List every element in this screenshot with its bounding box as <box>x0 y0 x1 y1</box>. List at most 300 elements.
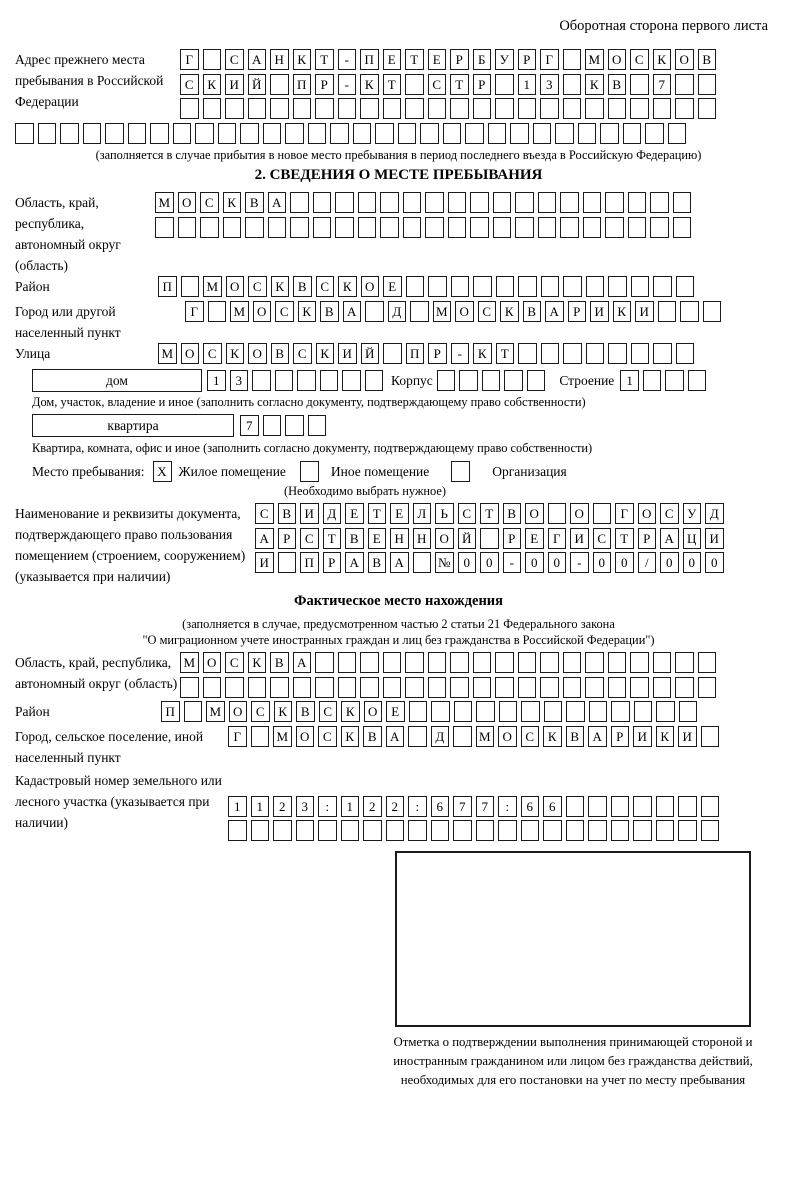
char-cell[interactable]: Р <box>611 726 630 747</box>
char-cell[interactable]: 7 <box>476 796 495 817</box>
char-cell[interactable] <box>541 343 560 364</box>
char-cell[interactable] <box>313 192 332 213</box>
char-cell[interactable]: - <box>570 552 589 573</box>
char-cell[interactable]: - <box>451 343 470 364</box>
char-cell[interactable] <box>510 123 529 144</box>
char-cell[interactable] <box>450 677 469 698</box>
char-cell[interactable] <box>270 74 289 95</box>
char-cell[interactable] <box>538 217 557 238</box>
char-cell[interactable]: В <box>245 192 264 213</box>
char-cell[interactable] <box>566 701 585 722</box>
char-cell[interactable]: О <box>229 701 248 722</box>
char-cell[interactable] <box>495 677 514 698</box>
char-cell[interactable] <box>375 123 394 144</box>
char-cell[interactable] <box>180 677 199 698</box>
char-cell[interactable] <box>540 98 559 119</box>
char-cell[interactable]: С <box>316 276 335 297</box>
char-cell[interactable] <box>608 98 627 119</box>
char-cell[interactable]: Й <box>248 74 267 95</box>
char-cell[interactable] <box>634 701 653 722</box>
char-cell[interactable] <box>540 677 559 698</box>
char-cell[interactable] <box>656 796 675 817</box>
char-cell[interactable]: О <box>608 49 627 70</box>
char-cell[interactable]: О <box>675 49 694 70</box>
char-cell[interactable]: Д <box>323 503 342 524</box>
char-cell[interactable] <box>611 820 630 841</box>
char-cell[interactable] <box>358 192 377 213</box>
char-cell[interactable]: К <box>500 301 519 322</box>
char-cell[interactable]: А <box>345 552 364 573</box>
char-cell[interactable] <box>482 370 501 391</box>
char-cell[interactable]: 3 <box>230 370 249 391</box>
char-cell[interactable] <box>676 343 695 364</box>
char-cell[interactable] <box>431 820 450 841</box>
char-cell[interactable]: № <box>435 552 454 573</box>
char-cell[interactable] <box>631 276 650 297</box>
char-cell[interactable] <box>431 701 450 722</box>
char-cell[interactable]: 0 <box>480 552 499 573</box>
char-cell[interactable] <box>499 701 518 722</box>
char-cell[interactable] <box>453 820 472 841</box>
char-cell[interactable] <box>608 677 627 698</box>
char-cell[interactable]: К <box>223 192 242 213</box>
char-cell[interactable]: В <box>296 701 315 722</box>
char-cell[interactable] <box>225 677 244 698</box>
char-cell[interactable]: Р <box>323 552 342 573</box>
char-cell[interactable] <box>498 820 517 841</box>
char-cell[interactable]: К <box>226 343 245 364</box>
char-cell[interactable]: И <box>300 503 319 524</box>
char-cell[interactable]: К <box>338 276 357 297</box>
char-cell[interactable] <box>578 123 597 144</box>
char-cell[interactable] <box>515 217 534 238</box>
char-cell[interactable]: С <box>225 49 244 70</box>
char-cell[interactable] <box>608 343 627 364</box>
char-cell[interactable] <box>453 726 472 747</box>
char-cell[interactable]: О <box>178 192 197 213</box>
char-cell[interactable]: Д <box>431 726 450 747</box>
char-cell[interactable] <box>150 123 169 144</box>
char-cell[interactable]: К <box>203 74 222 95</box>
char-cell[interactable] <box>566 820 585 841</box>
char-cell[interactable]: А <box>255 528 274 549</box>
char-cell[interactable]: И <box>678 726 697 747</box>
char-cell[interactable] <box>645 123 664 144</box>
char-cell[interactable]: 0 <box>458 552 477 573</box>
char-cell[interactable] <box>105 123 124 144</box>
char-cell[interactable] <box>341 820 360 841</box>
char-cell[interactable] <box>633 820 652 841</box>
char-cell[interactable] <box>593 503 612 524</box>
char-cell[interactable] <box>365 370 384 391</box>
char-cell[interactable]: О <box>435 528 454 549</box>
char-cell[interactable] <box>563 49 582 70</box>
char-cell[interactable] <box>428 652 447 673</box>
char-cell[interactable] <box>560 217 579 238</box>
char-cell[interactable] <box>698 74 717 95</box>
char-cell[interactable]: К <box>248 652 267 673</box>
char-cell[interactable] <box>630 98 649 119</box>
char-cell[interactable]: С <box>248 276 267 297</box>
char-cell[interactable] <box>630 652 649 673</box>
char-cell[interactable]: Й <box>458 528 477 549</box>
char-cell[interactable] <box>360 677 379 698</box>
char-cell[interactable] <box>633 796 652 817</box>
char-cell[interactable]: Д <box>705 503 724 524</box>
char-cell[interactable]: : <box>498 796 517 817</box>
char-cell[interactable]: К <box>271 276 290 297</box>
char-cell[interactable] <box>673 192 692 213</box>
char-cell[interactable]: 2 <box>363 796 382 817</box>
char-cell[interactable] <box>473 276 492 297</box>
char-cell[interactable]: М <box>273 726 292 747</box>
char-cell[interactable]: Ь <box>435 503 454 524</box>
char-cell[interactable]: Е <box>345 503 364 524</box>
char-cell[interactable]: О <box>253 301 272 322</box>
char-cell[interactable] <box>588 820 607 841</box>
char-cell[interactable] <box>386 820 405 841</box>
char-cell[interactable] <box>383 343 402 364</box>
char-cell[interactable]: 2 <box>273 796 292 817</box>
char-cell[interactable]: 0 <box>705 552 724 573</box>
char-cell[interactable]: И <box>590 301 609 322</box>
char-cell[interactable] <box>296 820 315 841</box>
char-cell[interactable]: В <box>320 301 339 322</box>
char-cell[interactable]: О <box>570 503 589 524</box>
char-cell[interactable]: С <box>200 192 219 213</box>
char-cell[interactable]: О <box>361 276 380 297</box>
char-cell[interactable] <box>631 343 650 364</box>
char-cell[interactable] <box>248 677 267 698</box>
char-cell[interactable]: П <box>300 552 319 573</box>
char-cell[interactable]: В <box>698 49 717 70</box>
char-cell[interactable] <box>263 123 282 144</box>
char-cell[interactable]: К <box>341 701 360 722</box>
char-cell[interactable]: Р <box>278 528 297 549</box>
char-cell[interactable] <box>273 820 292 841</box>
char-cell[interactable] <box>533 123 552 144</box>
char-cell[interactable] <box>493 192 512 213</box>
char-cell[interactable]: Р <box>503 528 522 549</box>
char-cell[interactable] <box>383 677 402 698</box>
char-cell[interactable]: В <box>363 726 382 747</box>
char-cell[interactable]: К <box>298 301 317 322</box>
char-cell[interactable] <box>308 123 327 144</box>
char-cell[interactable]: Т <box>480 503 499 524</box>
char-cell[interactable] <box>628 217 647 238</box>
char-cell[interactable] <box>608 652 627 673</box>
char-cell[interactable]: В <box>523 301 542 322</box>
char-cell[interactable] <box>203 677 222 698</box>
char-cell[interactable] <box>263 415 282 436</box>
char-cell[interactable] <box>585 677 604 698</box>
char-cell[interactable] <box>248 98 267 119</box>
char-cell[interactable]: О <box>181 343 200 364</box>
char-cell[interactable] <box>563 276 582 297</box>
char-cell[interactable]: 1 <box>207 370 226 391</box>
char-cell[interactable] <box>83 123 102 144</box>
char-cell[interactable]: С <box>478 301 497 322</box>
char-cell[interactable]: О <box>638 503 657 524</box>
char-cell[interactable]: Р <box>315 74 334 95</box>
char-cell[interactable]: Н <box>390 528 409 549</box>
char-cell[interactable]: О <box>248 343 267 364</box>
char-cell[interactable] <box>675 98 694 119</box>
char-cell[interactable] <box>405 98 424 119</box>
char-cell[interactable]: Т <box>323 528 342 549</box>
char-cell[interactable] <box>184 701 203 722</box>
char-cell[interactable] <box>653 343 672 364</box>
char-cell[interactable]: К <box>613 301 632 322</box>
char-cell[interactable] <box>623 123 642 144</box>
char-cell[interactable]: А <box>390 552 409 573</box>
char-cell[interactable] <box>338 677 357 698</box>
char-cell[interactable] <box>698 652 717 673</box>
char-cell[interactable] <box>658 301 677 322</box>
char-cell[interactable]: П <box>360 49 379 70</box>
char-cell[interactable] <box>360 652 379 673</box>
char-cell[interactable] <box>521 701 540 722</box>
char-cell[interactable]: Б <box>473 49 492 70</box>
char-cell[interactable]: В <box>271 343 290 364</box>
char-cell[interactable]: А <box>588 726 607 747</box>
char-cell[interactable] <box>405 652 424 673</box>
char-cell[interactable] <box>611 796 630 817</box>
char-cell[interactable]: Р <box>518 49 537 70</box>
char-cell[interactable]: Д <box>388 301 407 322</box>
char-cell[interactable] <box>413 552 432 573</box>
char-cell[interactable]: И <box>570 528 589 549</box>
char-cell[interactable] <box>338 98 357 119</box>
char-cell[interactable]: В <box>345 528 364 549</box>
char-cell[interactable] <box>585 98 604 119</box>
char-cell[interactable] <box>330 123 349 144</box>
char-cell[interactable] <box>178 217 197 238</box>
char-cell[interactable]: К <box>274 701 293 722</box>
char-cell[interactable] <box>470 192 489 213</box>
char-cell[interactable]: К <box>543 726 562 747</box>
char-cell[interactable] <box>225 98 244 119</box>
char-cell[interactable]: К <box>473 343 492 364</box>
char-cell[interactable] <box>60 123 79 144</box>
char-cell[interactable] <box>425 217 444 238</box>
char-cell[interactable] <box>448 192 467 213</box>
char-cell[interactable] <box>588 796 607 817</box>
char-cell[interactable]: С <box>593 528 612 549</box>
char-cell[interactable] <box>365 301 384 322</box>
char-cell[interactable] <box>285 123 304 144</box>
char-cell[interactable]: С <box>458 503 477 524</box>
char-cell[interactable]: 1 <box>251 796 270 817</box>
char-cell[interactable]: М <box>203 276 222 297</box>
char-cell[interactable] <box>605 217 624 238</box>
char-cell[interactable] <box>315 652 334 673</box>
char-cell[interactable] <box>480 528 499 549</box>
char-cell[interactable]: Е <box>390 503 409 524</box>
char-cell[interactable] <box>308 415 327 436</box>
char-cell[interactable] <box>405 74 424 95</box>
char-cell[interactable] <box>203 98 222 119</box>
char-cell[interactable] <box>643 370 662 391</box>
char-cell[interactable]: 1 <box>228 796 247 817</box>
char-cell[interactable]: К <box>316 343 335 364</box>
char-cell[interactable]: В <box>293 276 312 297</box>
char-cell[interactable] <box>608 276 627 297</box>
char-cell[interactable]: В <box>368 552 387 573</box>
char-cell[interactable]: И <box>633 726 652 747</box>
char-cell[interactable] <box>293 677 312 698</box>
char-cell[interactable]: Т <box>368 503 387 524</box>
char-cell[interactable] <box>173 123 192 144</box>
char-cell[interactable]: С <box>225 652 244 673</box>
char-cell[interactable] <box>268 217 287 238</box>
char-cell[interactable] <box>585 652 604 673</box>
char-cell[interactable]: 6 <box>431 796 450 817</box>
char-cell[interactable] <box>698 98 717 119</box>
char-cell[interactable] <box>605 192 624 213</box>
char-cell[interactable] <box>560 192 579 213</box>
char-cell[interactable]: М <box>206 701 225 722</box>
char-cell[interactable] <box>630 74 649 95</box>
char-cell[interactable]: 7 <box>240 415 259 436</box>
char-cell[interactable]: С <box>660 503 679 524</box>
char-cell[interactable] <box>650 217 669 238</box>
char-cell[interactable] <box>218 123 237 144</box>
char-cell[interactable]: М <box>180 652 199 673</box>
char-cell[interactable] <box>563 98 582 119</box>
char-cell[interactable] <box>673 217 692 238</box>
char-cell[interactable]: И <box>255 552 274 573</box>
char-cell[interactable]: С <box>319 701 338 722</box>
char-cell[interactable]: Г <box>180 49 199 70</box>
char-cell[interactable] <box>493 217 512 238</box>
char-cell[interactable]: И <box>635 301 654 322</box>
char-cell[interactable]: Г <box>548 528 567 549</box>
char-cell[interactable] <box>180 98 199 119</box>
stay-option-other-checkbox[interactable] <box>300 461 319 482</box>
char-cell[interactable] <box>583 192 602 213</box>
char-cell[interactable]: Т <box>496 343 515 364</box>
char-cell[interactable]: Ц <box>683 528 702 549</box>
char-cell[interactable] <box>611 701 630 722</box>
char-cell[interactable] <box>473 677 492 698</box>
char-cell[interactable]: С <box>180 74 199 95</box>
char-cell[interactable]: П <box>406 343 425 364</box>
char-cell[interactable] <box>538 192 557 213</box>
char-cell[interactable]: Е <box>428 49 447 70</box>
char-cell[interactable]: - <box>503 552 522 573</box>
char-cell[interactable] <box>518 652 537 673</box>
char-cell[interactable] <box>398 123 417 144</box>
char-cell[interactable]: Р <box>473 74 492 95</box>
char-cell[interactable] <box>586 276 605 297</box>
char-cell[interactable] <box>543 820 562 841</box>
char-cell[interactable]: М <box>230 301 249 322</box>
char-cell[interactable] <box>403 192 422 213</box>
char-cell[interactable]: Р <box>428 343 447 364</box>
char-cell[interactable] <box>665 370 684 391</box>
char-cell[interactable] <box>195 123 214 144</box>
char-cell[interactable] <box>653 276 672 297</box>
char-cell[interactable] <box>504 370 523 391</box>
char-cell[interactable]: И <box>338 343 357 364</box>
char-cell[interactable] <box>409 701 428 722</box>
char-cell[interactable] <box>679 701 698 722</box>
char-cell[interactable]: 2 <box>386 796 405 817</box>
char-cell[interactable] <box>245 217 264 238</box>
char-cell[interactable]: 7 <box>453 796 472 817</box>
char-cell[interactable] <box>541 276 560 297</box>
char-cell[interactable]: 1 <box>620 370 639 391</box>
char-cell[interactable]: А <box>268 192 287 213</box>
char-cell[interactable] <box>360 98 379 119</box>
char-cell[interactable]: 7 <box>653 74 672 95</box>
char-cell[interactable] <box>320 370 339 391</box>
char-cell[interactable]: П <box>293 74 312 95</box>
char-cell[interactable] <box>203 49 222 70</box>
char-cell[interactable]: О <box>498 726 517 747</box>
char-cell[interactable]: Е <box>383 276 402 297</box>
char-cell[interactable]: М <box>158 343 177 364</box>
char-cell[interactable] <box>223 217 242 238</box>
char-cell[interactable]: С <box>428 74 447 95</box>
char-cell[interactable] <box>656 701 675 722</box>
char-cell[interactable] <box>408 726 427 747</box>
char-cell[interactable] <box>600 123 619 144</box>
char-cell[interactable] <box>251 726 270 747</box>
char-cell[interactable]: Р <box>568 301 587 322</box>
char-cell[interactable]: С <box>251 701 270 722</box>
char-cell[interactable] <box>380 217 399 238</box>
char-cell[interactable]: Т <box>615 528 634 549</box>
char-cell[interactable]: А <box>343 301 362 322</box>
char-cell[interactable] <box>251 820 270 841</box>
char-cell[interactable] <box>358 217 377 238</box>
char-cell[interactable] <box>698 677 717 698</box>
char-cell[interactable]: 6 <box>543 796 562 817</box>
char-cell[interactable] <box>518 276 537 297</box>
char-cell[interactable] <box>701 820 720 841</box>
char-cell[interactable]: М <box>155 192 174 213</box>
char-cell[interactable] <box>437 370 456 391</box>
char-cell[interactable] <box>701 796 720 817</box>
char-cell[interactable]: Р <box>450 49 469 70</box>
char-cell[interactable] <box>521 820 540 841</box>
char-cell[interactable]: В <box>270 652 289 673</box>
char-cell[interactable] <box>285 415 304 436</box>
char-cell[interactable] <box>15 123 34 144</box>
char-cell[interactable] <box>653 652 672 673</box>
char-cell[interactable] <box>688 370 707 391</box>
char-cell[interactable] <box>208 301 227 322</box>
char-cell[interactable] <box>451 276 470 297</box>
char-cell[interactable] <box>450 652 469 673</box>
char-cell[interactable]: К <box>293 49 312 70</box>
char-cell[interactable] <box>408 820 427 841</box>
char-cell[interactable] <box>383 652 402 673</box>
char-cell[interactable]: К <box>341 726 360 747</box>
char-cell[interactable] <box>278 552 297 573</box>
char-cell[interactable] <box>338 652 357 673</box>
char-cell[interactable]: С <box>630 49 649 70</box>
char-cell[interactable]: Е <box>368 528 387 549</box>
char-cell[interactable] <box>383 98 402 119</box>
char-cell[interactable] <box>566 796 585 817</box>
char-cell[interactable] <box>650 192 669 213</box>
char-cell[interactable] <box>563 677 582 698</box>
char-cell[interactable]: Е <box>386 701 405 722</box>
char-cell[interactable] <box>586 343 605 364</box>
